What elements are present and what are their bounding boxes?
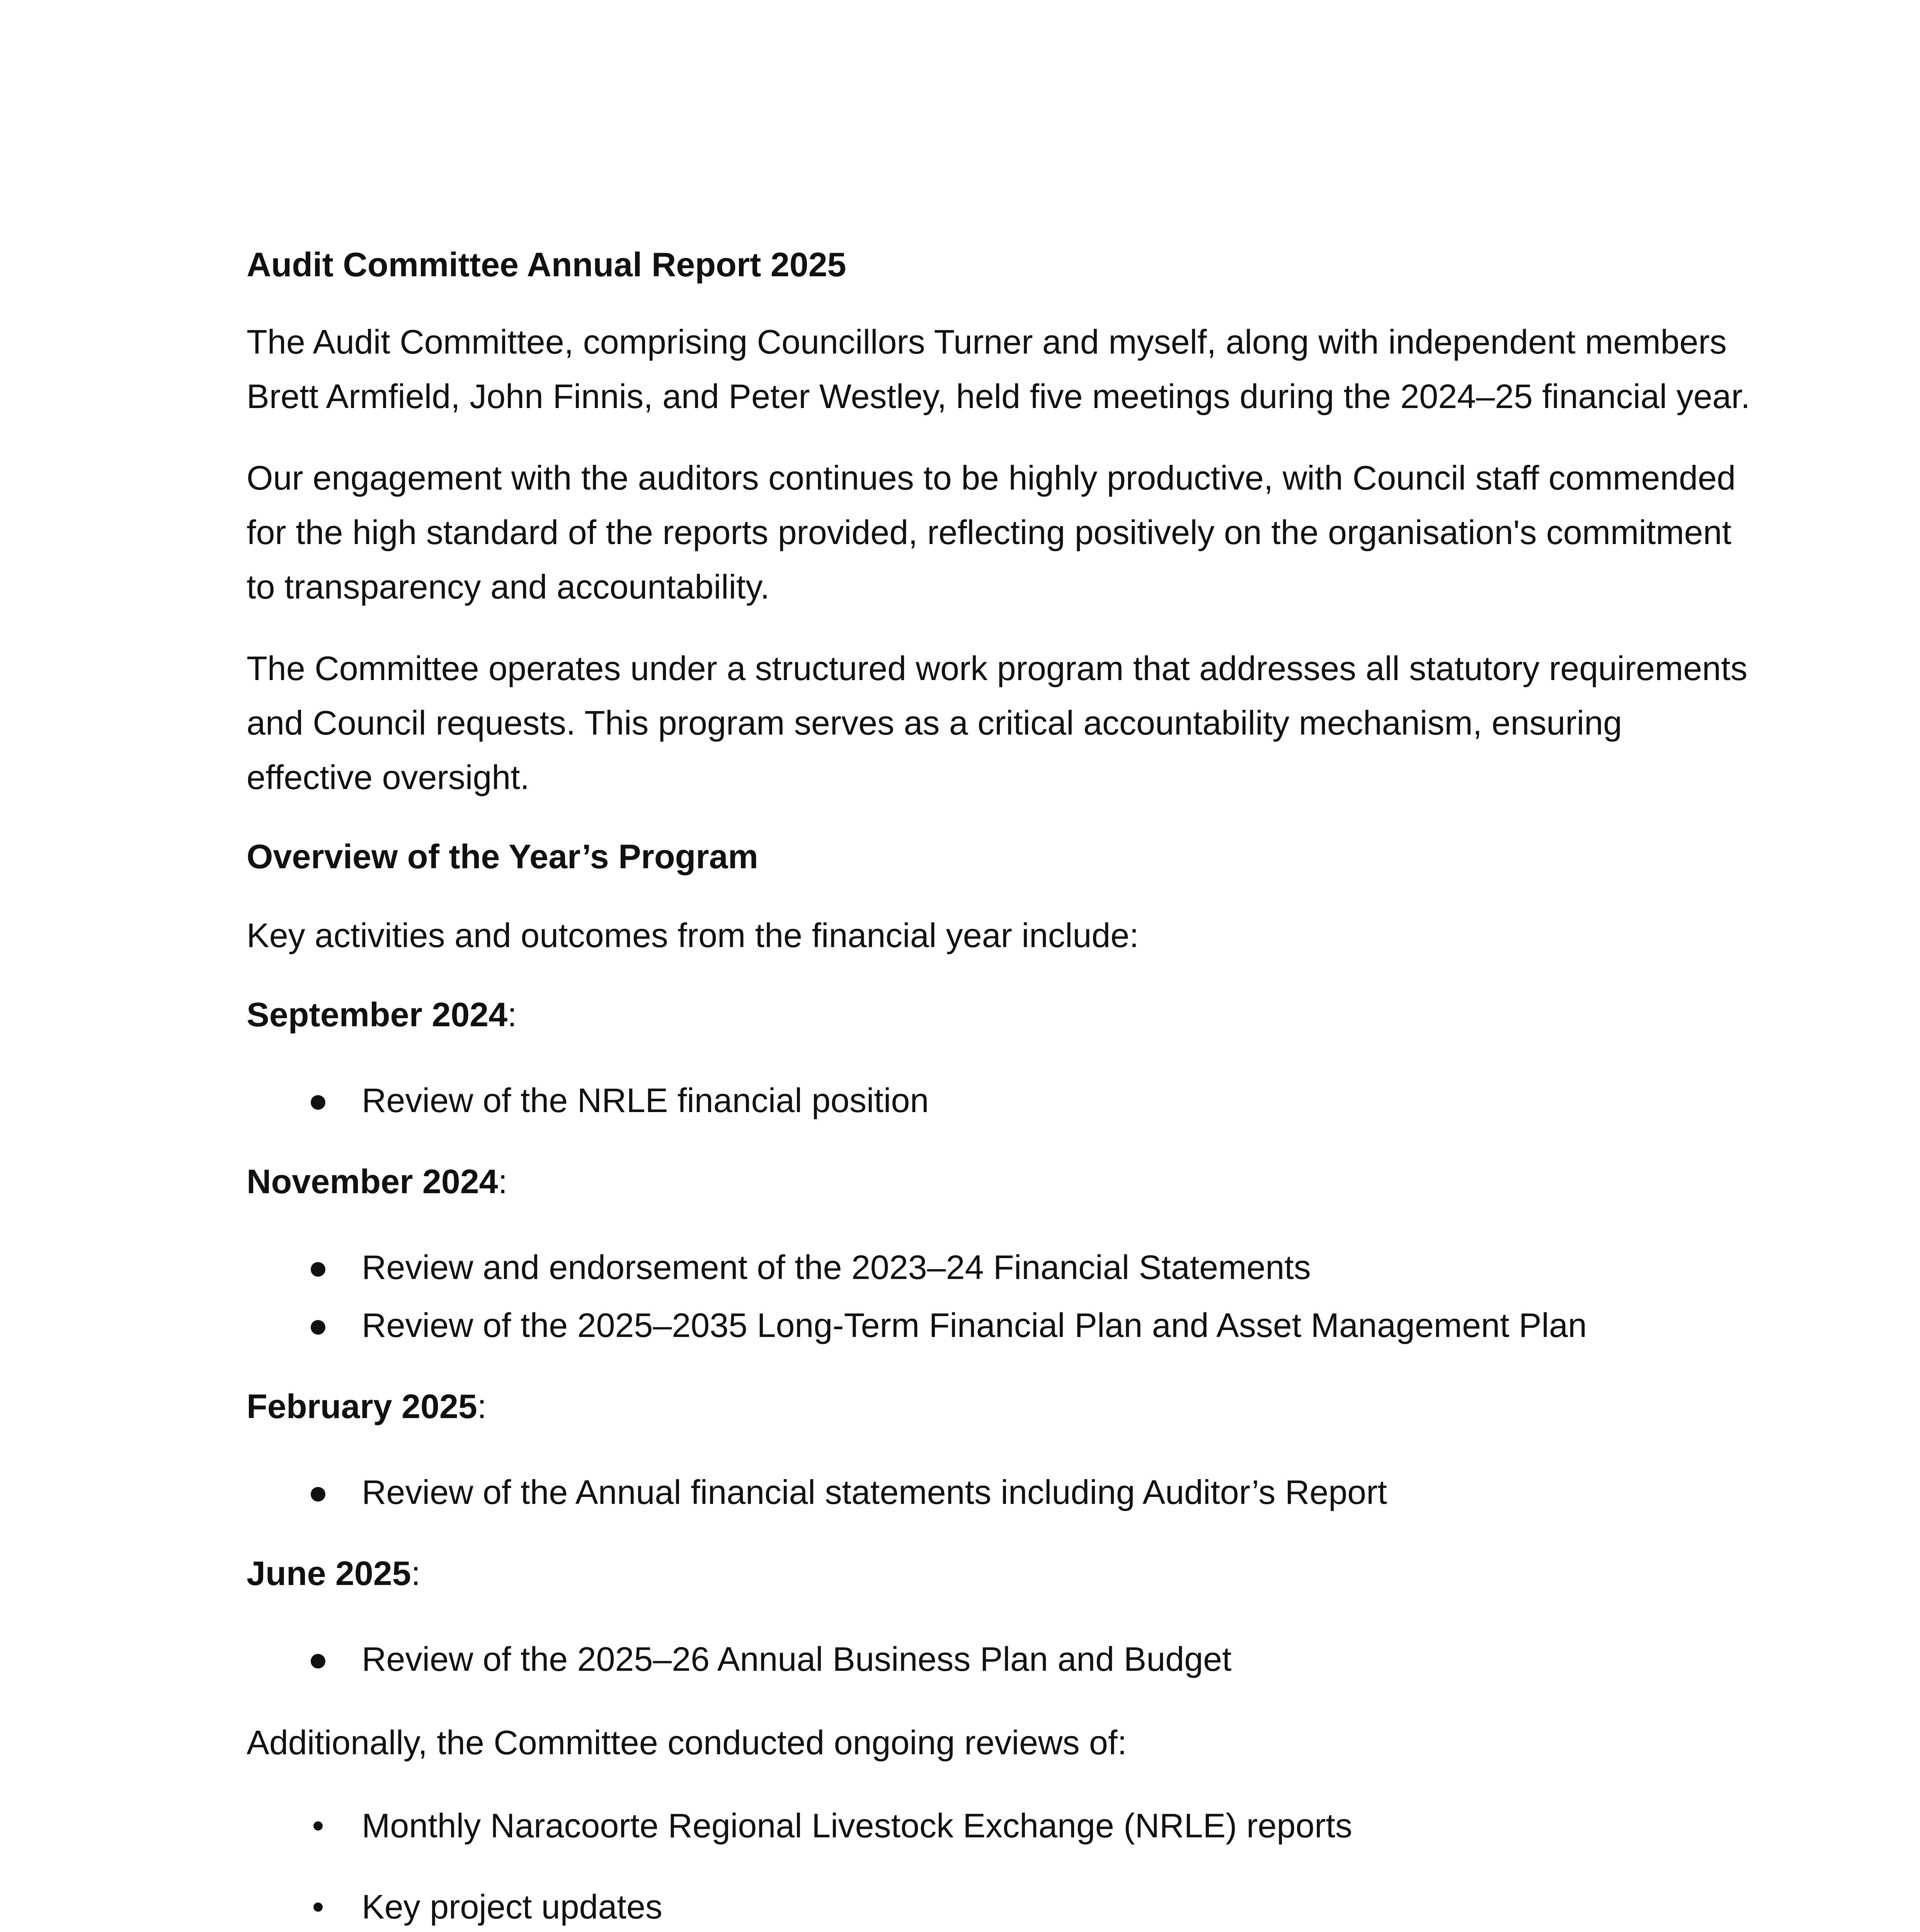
month-suffix: : (498, 1162, 508, 1201)
list-item-text: Review of the 2025–2035 Long-Term Financial Plan and Asset Management Plan (362, 1306, 1587, 1344)
bullet-icon: ● (308, 1640, 329, 1678)
month-items-june-2025 (247, 1630, 1754, 1688)
month-label: June 2025 (247, 1554, 411, 1592)
list-item (247, 1630, 1754, 1688)
month-suffix: : (507, 995, 517, 1034)
month-items-february-2025 (247, 1463, 1754, 1521)
overview-heading: Overview of the Year’s Program (247, 837, 758, 876)
list-item-text: Review of the NRLE financial position (362, 1081, 929, 1119)
ongoing-reviews-lead: Additionally, the Committee conducted ongoing reviews of: (247, 1723, 1127, 1762)
list-item-text: Review of the Annual financial statements including Auditor’s Report (362, 1473, 1387, 1511)
bullet-icon: ● (308, 1306, 329, 1344)
intro-paragraph-1: The Audit Committee, comprising Councillors Turner and myself, along with independent members Brett Armfield, John Finnis, and Peter Westley, held five meetings during the 2024–25 financial year. (247, 323, 1750, 415)
list-item-text: Review of the 2025–26 Annual Business Plan and Budget (362, 1640, 1232, 1678)
month-label: February 2025 (247, 1387, 477, 1425)
bullet-icon: ● (308, 1473, 329, 1511)
list-item (247, 1878, 1754, 1932)
list-item (247, 1463, 1754, 1521)
month-heading-february-2025 (247, 1381, 1754, 1432)
overview-lead: Key activities and outcomes from the financial year include: (247, 916, 1139, 954)
month-items-september-2024 (247, 1071, 1754, 1129)
month-heading-june-2025 (247, 1548, 1754, 1599)
bullet-icon: ● (308, 1081, 329, 1119)
month-label: November 2024 (247, 1162, 498, 1201)
month-label: September 2024 (247, 995, 508, 1034)
intro-paragraph-3: The Committee operates under a structured work program that addresses all statutory requirements and Council requests. This program serves as a critical accountability mechanism, ensuring effective oversight. (247, 649, 1748, 796)
bullet-icon: • (312, 1888, 324, 1926)
list-item (247, 1296, 1754, 1354)
month-suffix: : (411, 1554, 421, 1592)
list-item (247, 1797, 1754, 1855)
bullet-icon: ● (308, 1248, 329, 1286)
month-heading-september-2024 (247, 990, 1754, 1040)
list-item-text: Review and endorsement of the 2023–24 Financial Statements (362, 1248, 1311, 1286)
list-item (247, 1071, 1754, 1129)
month-suffix: : (477, 1387, 487, 1425)
intro-paragraph-2: Our engagement with the auditors continues to be highly productive, with Council staff commended for the high standard of the reports provided, reflecting positively on the organisation's commitment to transparency and accountability. (247, 459, 1736, 606)
month-heading-november-2024 (247, 1156, 1754, 1207)
report-title: Audit Committee Annual Report 2025 (247, 245, 846, 284)
list-item (247, 1238, 1754, 1296)
document-content (247, 240, 1754, 1932)
month-items-november-2024 (247, 1238, 1754, 1354)
list-item-text: Monthly Naracoorte Regional Livestock Exchange (NRLE) reports (362, 1806, 1352, 1845)
ongoing-reviews-list (247, 1797, 1754, 1932)
bullet-icon: • (312, 1806, 324, 1845)
list-item-text: Key project updates (362, 1888, 662, 1926)
